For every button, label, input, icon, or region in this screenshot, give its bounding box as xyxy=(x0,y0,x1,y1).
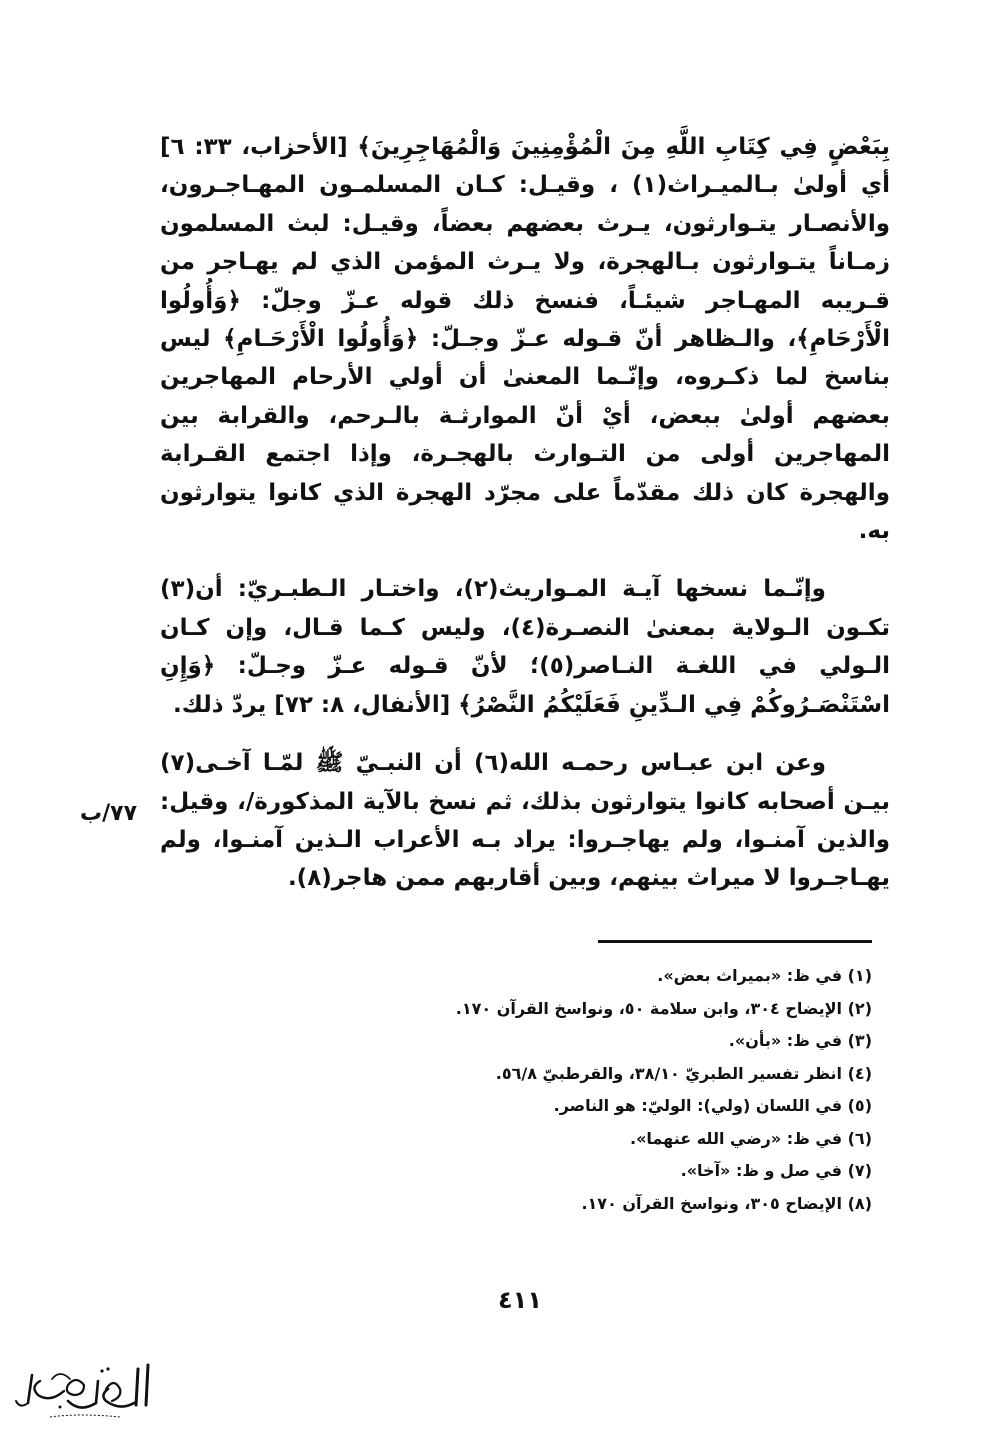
footnote-2: (٢) الإيضاح ٣٠٤، وابن سلامة ٥٠، ونواسخ القرآن ١٧٠. xyxy=(455,998,872,1018)
paragraph-3: وعن ابن عبـاس رحمـه الله(٦) أن النبـيّ ﷺ لمّـا آخـى(٧) بيـن أصحابه كانوا يتوارثون بذلك، ثم نسخ بالآية المذكورة/، وقيل: والذين آمنـوا، ولم يهاجـروا: يراد بـه الأعراب الـذين آمنـوا، ولم يهـاجـروا لا ميراث بينهم، وبين أقاربهم ممن هاجر(٨). xyxy=(160,750,890,892)
footnote-4: (٤) انظر تفسير الطبريّ ٣٨/١٠، والقرطبيّ ٥٦/٨. xyxy=(495,1063,872,1083)
footnote-5: (٥) في اللسان (ولي): الوليّ: هو الناصر. xyxy=(553,1096,872,1115)
paragraph-1: بِبَعْضٍ فِي كِتَابِ اللَّهِ مِنَ الْمُؤْمِنِينَ وَالْمُهَاجِرِينَ﴾ [الأحزاب، ٣٣: ٦] أي أولىٰ بـالميـراث(١) ، وقيـل: كـان المسلمـون المهـاجـرون، والأنصـار يتـوارثون، يـرث بعضهم بعضاً، وقيـل: لبث المسلمون زمـاناً يتـوارثون بـالهجرة، ولا يـرث المؤمن الذي لم يهـاجر من قـريبه المهـاجر شيئـاً، فنسخ ذلك قوله عـزّ وجلّ: ﴿وَأُولُوا الْأَرْحَامِ﴾، والـظاهر أنّ قـوله عـزّ وجـلّ: ﴿وَأُولُوا الْأَرْحَـامِ﴾ ليس بناسخ لما ذكـروه، وإنّـما المعنىٰ أن أولي الأرحام المهاجرين بعضهم أولىٰ ببعض، أيْ أنّ الموارثـة بالـرحم، والقرابة بين المهاجرين أولى من التـوارث بالهجـرة، وإذا اجتمع القـرابة والهجرة كان ذلك مقدّماً على مجرّد الهجرة الذي كانوا يتوارثون به. xyxy=(160,134,890,545)
manuscript-folio-note: ٧٧/ب xyxy=(80,801,138,826)
footnote-divider xyxy=(598,940,872,943)
footnote-7: (٧) في صل و ظ: «آخا». xyxy=(680,1161,872,1180)
footnote-6: (٦) في ظ: «رضي الله عنهما». xyxy=(629,1128,872,1148)
footnote-3: (٣) في ظ: «بأن». xyxy=(728,1031,872,1050)
page-number: ٤١١ xyxy=(498,1286,542,1314)
footnote-8: (٨) الإيضاح ٣٠٥، ونواسخ القرآن ١٧٠. xyxy=(581,1193,872,1213)
main-text xyxy=(160,128,890,918)
footnote-1: (١) في ظ: «بميراث بعض». xyxy=(657,966,872,985)
paragraph-2: وإنّـما نسخها آيـة المـواريث(٢)، واختـار الـطبـريّ: أن(٣) تكـون الـولاية بمعنىٰ النصـرة(٤)، وليس كـما قـال، وإن كـان الـولي في اللغـة النـاصر(٥)؛ لأنّ قـوله عـزّ وجـلّ: ﴿وَإِنِ اسْتَنْصَـرُوكُمْ فِي الـدِّينِ فَعَلَيْكُمُ النَّصْرُ﴾ [الأنفال، ٨: ٧٢] يردّ ذلك. xyxy=(160,576,890,718)
footnotes xyxy=(300,960,872,1220)
library-signature-watermark xyxy=(10,1355,160,1425)
